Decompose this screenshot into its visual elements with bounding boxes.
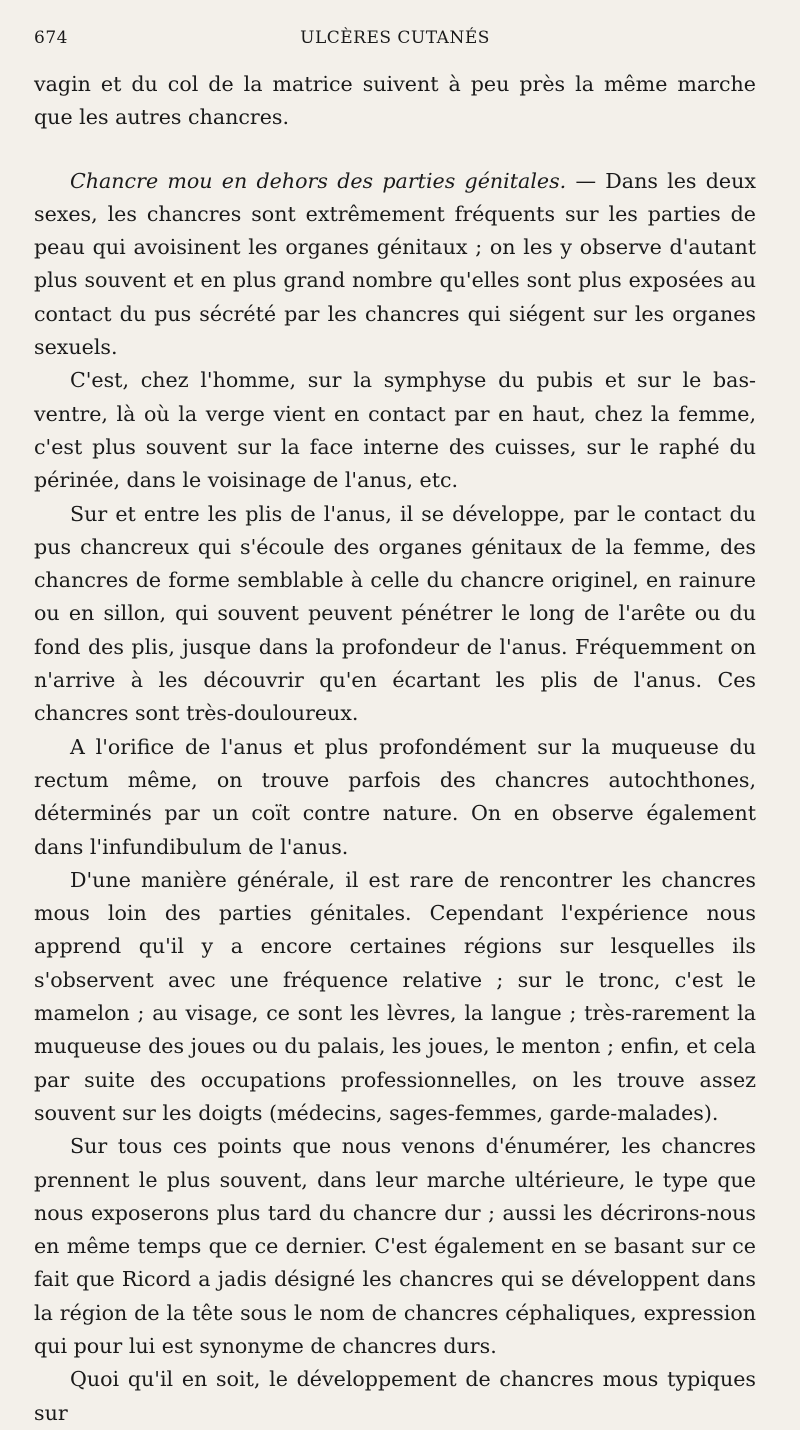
section-title: Chancre mou en dehors des parties génitales. bbox=[70, 168, 567, 193]
paragraph: Sur tous ces points que nous venons d'énumérer, les chancres prennent le plus souvent, dans leur marche ultérieure, le type que nous exposerons plus tard du chancre dur ; aussi les décrirons-nous en même temps que ce dernier. C'est également en se basant sur ce fait que Ricord a jadis désigné les chancres qui se développent dans la région de la tête sous le nom de chancres céphaliques, expression qui pour lui est synonyme de chancres durs. bbox=[34, 1134, 756, 1358]
running-title: ULCÈRES CUTANÉS bbox=[300, 28, 490, 48]
paragraph: A l'orifice de l'anus et plus profondément sur la muqueuse du rectum même, on trouve parfois des chancres autochthones, déterminés par un coït contre nature. On en observe également dans l'infundibulum de l'anus. bbox=[34, 734, 756, 859]
page-number: 674 bbox=[34, 28, 68, 48]
body-text bbox=[34, 68, 756, 1430]
paragraph: Sur et entre les plis de l'anus, il se développe, par le contact du pus chancreux qui s'écoule des organes génitaux de la femme, des chancres de forme semblable à celle du chancre originel, en rainure ou en sillon, qui souvent peuvent pénétrer le long de l'arête ou du fond des plis, jusque dans la profondeur de l'anus. Fréquemment on n'arrive à les découvrir qu'en écartant les plis de l'anus. Ces chancres sont très-douloureux. bbox=[34, 501, 756, 726]
paragraph-section-start bbox=[34, 165, 756, 365]
paragraph-continues: Quoi qu'il en soit, le développement de chancres mous typiques sur bbox=[34, 1367, 756, 1425]
paragraph: D'une manière générale, il est rare de rencontrer les chancres mous loin des parties génitales. Cependant l'expérience nous apprend qu'il y a encore certaines régions sur lesquelles ils s'observent avec une fréquence relative ; sur le tronc, c'est le mamelon ; au visage, ce sont les lèvres, la langue ; très-rarement la muqueuse des joues ou du palais, les joues, le menton ; enfin, et cela par suite des occupations professionnelles, on les trouve assez souvent sur les doigts (médecins, sages-femmes, garde-malades). bbox=[34, 867, 756, 1125]
section-text: — Dans les deux sexes, les chancres sont extrêmement fréquents sur les parties de peau qui avoisinent les organes génitaux ; on les y observe d'autant plus souvent et en plus grand nombre qu'elles sont plus exposées au contact du pus sécrété par les chancres qui siégent sur les organes sexuels. bbox=[34, 168, 756, 360]
paragraph-continued: vagin et du col de la matrice suivent à peu près la même marche que les autres chancres. bbox=[34, 72, 756, 130]
running-head bbox=[34, 28, 756, 68]
paragraph: C'est, chez l'homme, sur la symphyse du pubis et sur le bas-ventre, là où la verge vient en contact par en haut, chez la femme, c'est plus souvent sur la face interne des cuisses, sur le raphé du périnée, dans le voisinage de l'anus, etc. bbox=[34, 368, 756, 493]
